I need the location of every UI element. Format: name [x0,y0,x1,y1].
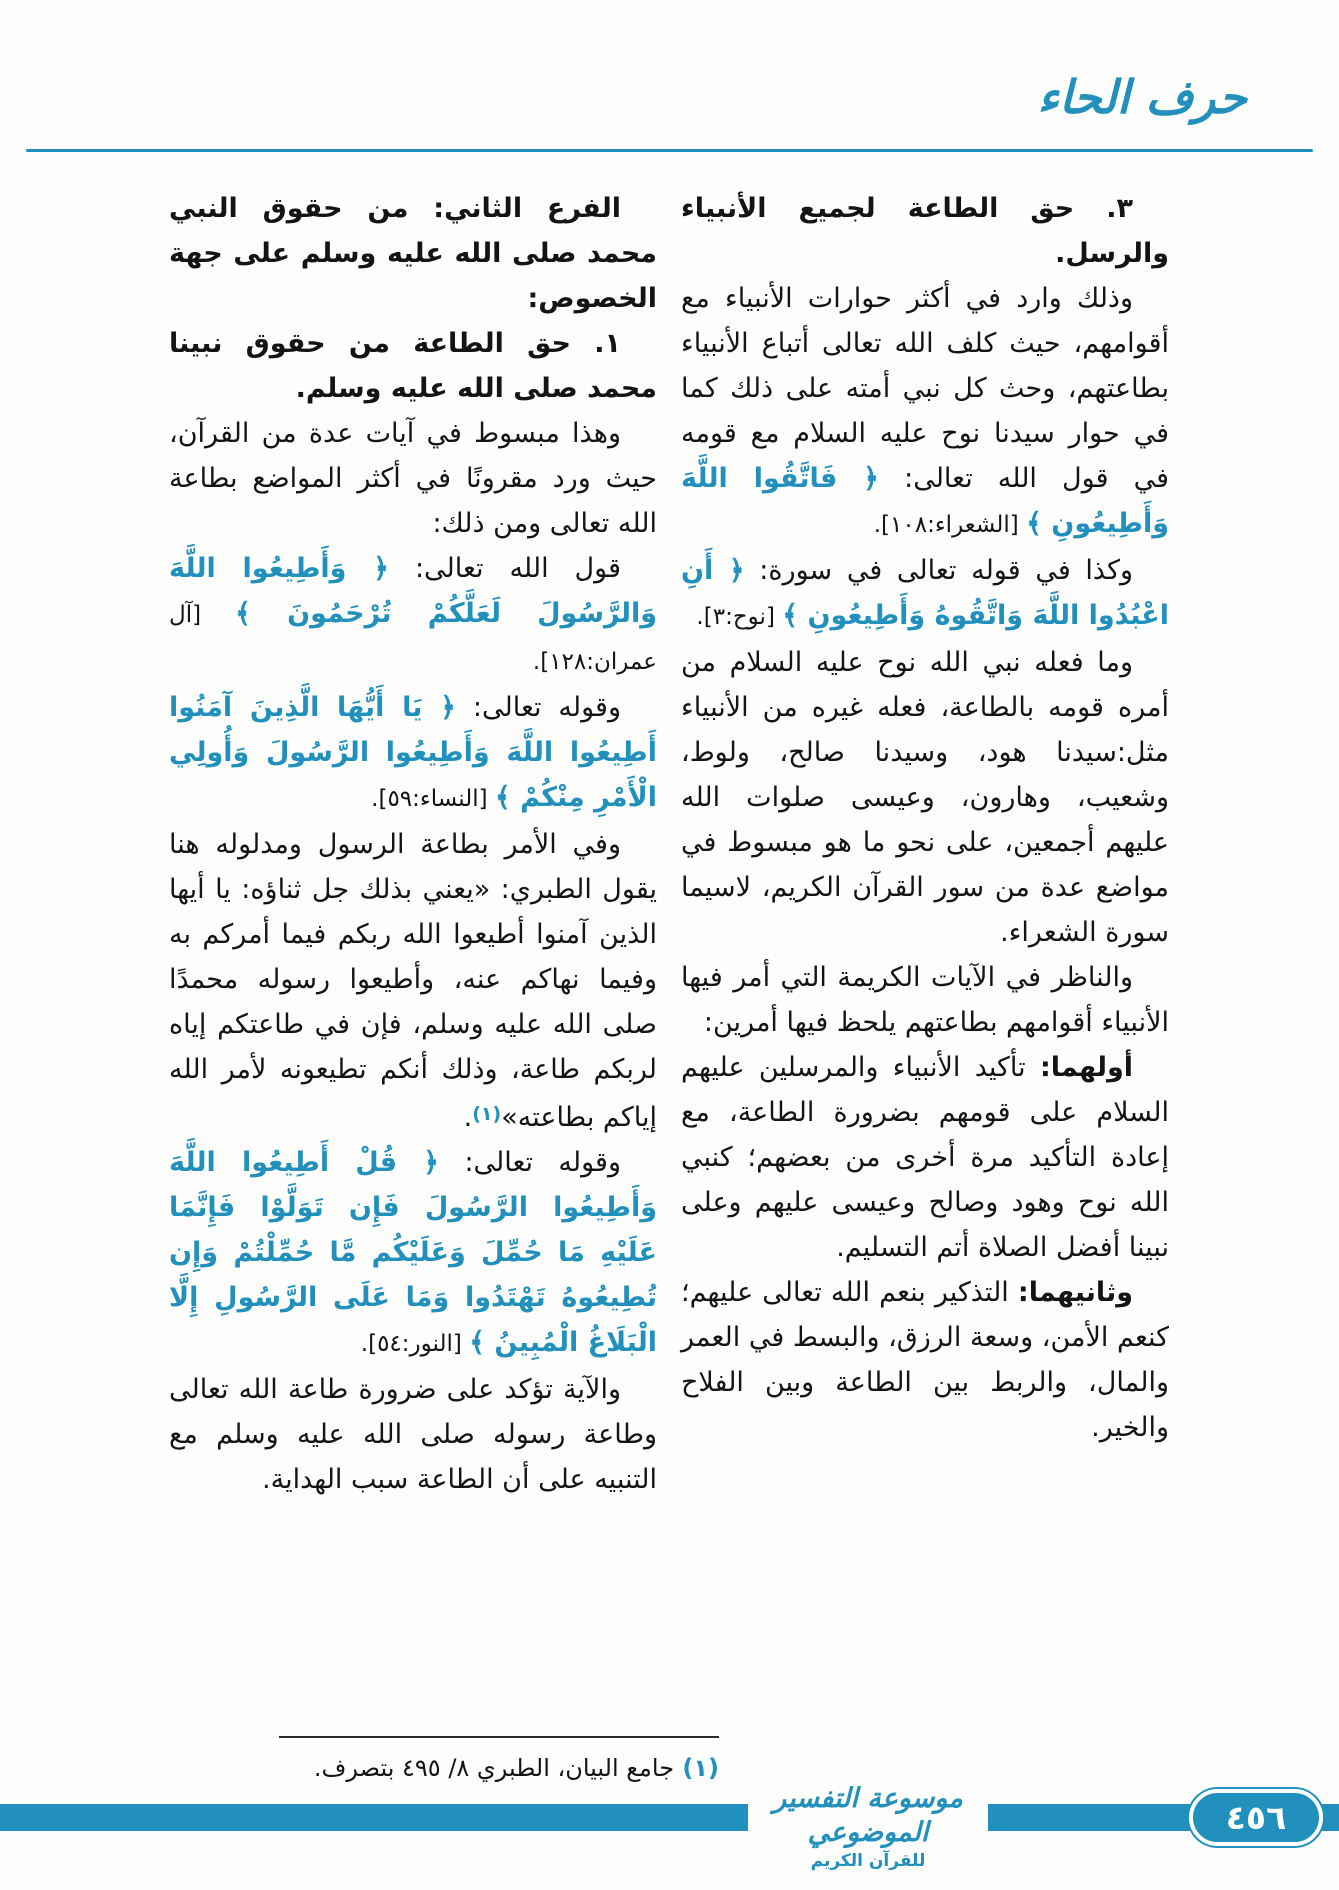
footnote-text [249,1748,719,1788]
paragraph [681,276,1169,548]
paragraph [169,822,657,1140]
lead-text: ١. حق الطاعة من حقوق نبينا محمد صلى الله عليه وسلم. [169,328,657,404]
logo-subtitle: للقرآن الكريم [810,1851,926,1871]
quran-verse: ﴿ أَنِ اعْبُدُوا اللَّهَ وَاتَّقُوهُ وَأَطِيعُونِ ﴾ [681,555,1169,631]
footnote-area [249,1736,719,1788]
paragraph [681,548,1169,640]
text-segment: . [463,1102,473,1133]
paragraph [169,186,657,321]
header-divider [26,149,1313,152]
text-segment: وذلك وارد في أكثر حوارات الأنبياء مع أقوامهم، حيث كلف الله تعالى أتباع الأنبياء بطاعتهم، وحث كل نبي أمته على ذلك كما في حوار سيدنا نوح عليه السلام مع قومه في قول الله تعالى: [681,283,1169,494]
text-segment: جامع البيان، الطبري ٨/ ٤٩٥ بتصرف. [313,1754,675,1782]
quran-verse: ﴿ يَا أَيُّهَا الَّذِينَ آمَنُوا أَطِيعُوا اللَّهَ وَأَطِيعُوا الرَّسُولَ وَأُولِي الْأَمْرِ مِنْكُمْ ﴾ [169,692,657,813]
quran-verse: ﴿ فَاتَّقُوا اللَّهَ وَأَطِيعُونِ ﴾ [681,463,1169,539]
verse-reference: [نوح:٣]. [696,604,783,630]
footnote-marker: (١) [472,1103,502,1125]
page-number: ٤٥٦ [1225,1798,1287,1837]
paragraph [681,1045,1169,1270]
publisher-logo [748,1778,988,1878]
column-right [681,186,1169,1734]
paragraph [169,546,657,685]
text-segment: وكذا في قوله تعالى في سورة: [744,555,1133,586]
lead-text: وثانيهما: [1017,1277,1133,1308]
paragraph [169,321,657,411]
verse-reference: [النور:٥٤]. [360,1331,470,1357]
text-segment: وما فعله نبي الله نوح عليه السلام من أمره قومه بالطاعة، فعله غيره من الأنبياء مثل:سيدنا هود، وسيدنا صالح، ولوط، وشعيب، وهارون، وعيسى صلوات الله عليهم أجمعين، على نحو ما هو مبسوط في مواضع عدة من سور القرآن الكريم، لاسيما سورة الشعراء. [681,647,1169,948]
lead-text: الفرع الثاني: [433,193,621,224]
footnote-marker: (١) [674,1754,719,1782]
paragraph [169,1140,657,1367]
paragraph [169,1367,657,1502]
verse-reference: [آل عمران:١٢٨]. [169,602,657,675]
text-segment: قول الله تعالى: [389,553,621,584]
text-segment: وفي الأمر بطاعة الرسول ومدلوله هنا يقول الطبري: «يعني بذلك جل ثناؤه: يا أيها الذين آمنوا أطيعوا الله ربكم فيما أمركم به وفيما نهاكم عنه، وأطيعوا رسوله محمدًا صلى الله عليه وسلم، فإن في طاعتكم إياه لربكم طاعة، وذلك أنكم تطيعونه لأمر الله إياكم بطاعته» [169,829,657,1133]
chapter-title: حرف الحاء [1037,70,1247,124]
text-segment: وهذا مبسوط في آيات عدة من القرآن، حيث ورد مقرونًا في أكثر المواضع بطاعة الله تعالى ومن ذلك: [169,418,657,539]
paragraph [681,955,1169,1045]
page-body [169,186,1169,1734]
paragraph [169,411,657,546]
paragraph [169,685,657,822]
column-left [169,186,657,1734]
paragraph [681,1270,1169,1450]
quran-verse: ﴿ قُلْ أَطِيعُوا اللَّهَ وَأَطِيعُوا الرَّسُولَ فَإِن تَوَلَّوْا فَإِنَّمَا عَلَيْهِ مَا حُمِّلَ وَعَلَيْكُم مَّا حُمِّلْتُمْ وَإِن تُطِيعُوهُ تَهْتَدُوا وَمَا عَلَى الرَّسُولِ إِلَّا الْبَلَاغُ الْمُبِينُ ﴾ [169,1147,657,1358]
lead-text: ٣. حق الطاعة لجميع الأنبياء والرسل. [681,193,1169,269]
paragraph [681,640,1169,955]
text-segment: وقوله تعالى: [439,1147,622,1178]
verse-reference: [الشعراء:١٠٨]. [873,512,1027,538]
text-segment: وقوله تعالى: [455,692,622,723]
text-segment: والآية تؤكد على ضرورة طاعة الله تعالى وطاعة رسوله صلى الله عليه وسلم مع التنبيه على أن الطاعة سبب الهداية. [169,1374,657,1495]
footer-band [0,1804,1339,1831]
lead-text: من حقوق النبي محمد صلى الله عليه وسلم على جهة الخصوص: [169,193,657,314]
page-number-badge [1189,1789,1323,1846]
logo-title: موسوعة التفسير الموضوعي [773,1783,963,1848]
quran-verse: ﴿ وَأَطِيعُوا اللَّهَ وَالرَّسُولَ لَعَلَّكُمْ تُرْحَمُونَ ﴾ [169,553,658,629]
verse-reference: [النساء:٥٩]. [371,786,495,812]
text-segment: تأكيد الأنبياء والمرسلين عليهم السلام على قومهم بضرورة الطاعة، مع إعادة التأكيد مرة أخرى من بعضهم؛ كنبي الله نوح وهود وصالح وعيسى عليهم وعلى نبينا أفضل الصلاة أتم التسليم. [681,1052,1169,1263]
paragraph [681,186,1169,276]
footnote-divider [279,1736,719,1738]
lead-text: أولهما: [1039,1052,1133,1083]
text-segment: التذكير بنعم الله تعالى عليهم؛ كنعم الأمن، وسعة الرزق، والبسط في العمر والمال، والربط بين الطاعة وبين الفلاح والخير. [681,1277,1169,1443]
text-segment: والناظر في الآيات الكريمة التي أمر فيها الأنبياء أقوامهم بطاعتهم يلحظ فيها أمرين: [681,962,1169,1038]
